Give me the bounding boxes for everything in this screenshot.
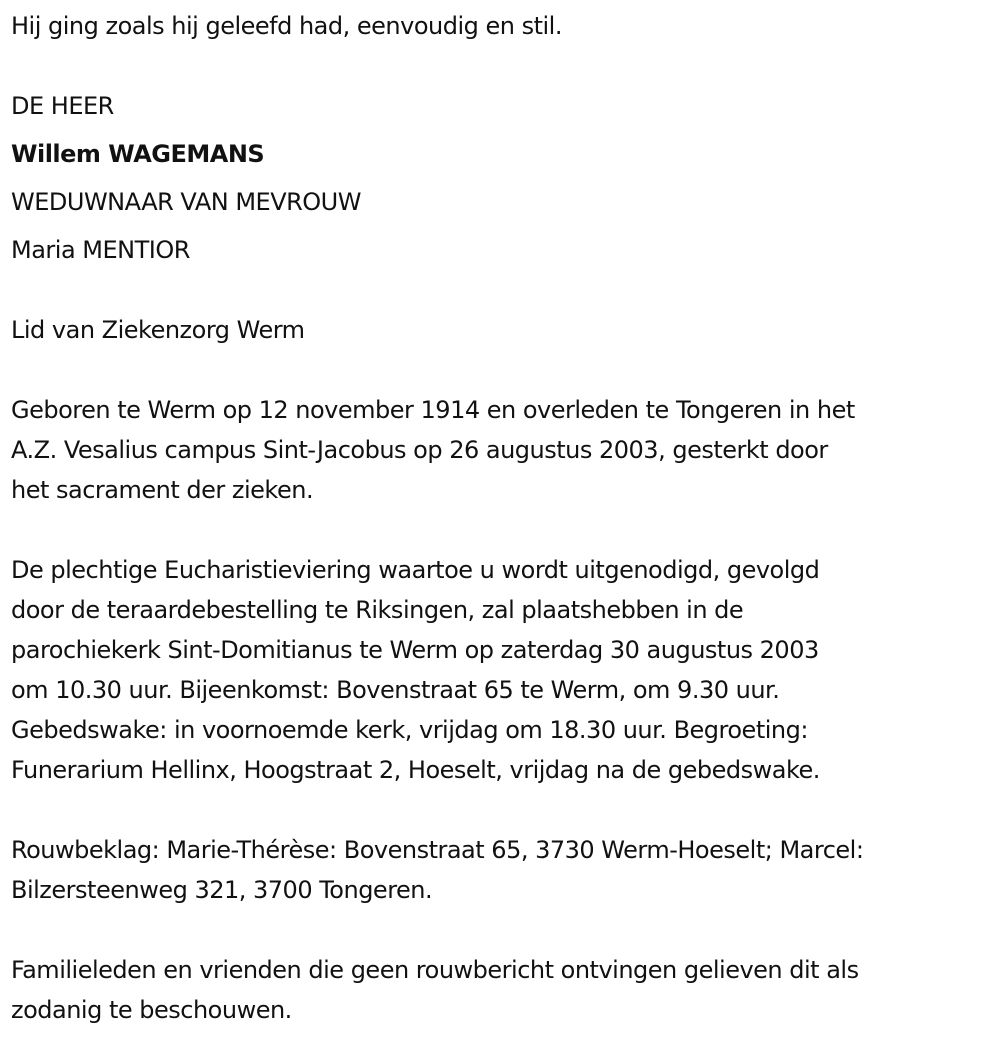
honorific-title: DE HEER — [11, 92, 114, 120]
widower-label: WEDUWNAAR VAN MEVROUW — [11, 188, 361, 216]
paragraph-line: Funerarium Hellinx, Hoogstraat 2, Hoeselt, vrijdag na de gebedswake. — [11, 756, 820, 784]
paragraph-line: Rouwbeklag: Marie-Thérèse: Bovenstraat 65, 3730 Werm-Hoeselt; Marcel: — [11, 836, 864, 864]
condolences-paragraph — [11, 830, 863, 910]
paragraph-line: Geboren te Werm op 12 november 1914 en overleden te Tongeren in het — [11, 396, 855, 424]
paragraph-line: De plechtige Eucharistieviering waartoe u wordt uitgenodigd, gevolgd — [11, 556, 820, 584]
closing-paragraph — [11, 950, 859, 1030]
paragraph-line: om 10.30 uur. Bijeenkomst: Bovenstraat 65 te Werm, om 9.30 uur. — [11, 676, 780, 704]
birth-death-paragraph — [11, 390, 855, 510]
paragraph-line: Gebedswake: in voornoemde kerk, vrijdag om 18.30 uur. Begroeting: — [11, 716, 808, 744]
paragraph-line: het sacrament der zieken. — [11, 476, 314, 504]
tagline: Hij ging zoals hij geleefd had, eenvoudig en stil. — [11, 12, 562, 40]
paragraph-line: zodanig te beschouwen. — [11, 996, 292, 1024]
deceased-name: Willem WAGEMANS — [11, 140, 265, 168]
paragraph-line: Bilzersteenweg 321, 3700 Tongeren. — [11, 876, 433, 904]
paragraph-line: Familieleden en vrienden die geen rouwbericht ontvingen gelieven dit als — [11, 956, 859, 984]
funeral-service-paragraph — [11, 550, 820, 790]
membership: Lid van Ziekenzorg Werm — [11, 316, 305, 344]
spouse-name: Maria MENTIOR — [11, 236, 190, 264]
paragraph-line: A.Z. Vesalius campus Sint-Jacobus op 26 augustus 2003, gesterkt door — [11, 436, 828, 464]
paragraph-line: parochiekerk Sint-Domitianus te Werm op zaterdag 30 augustus 2003 — [11, 636, 819, 664]
paragraph-line: door de teraardebestelling te Riksingen, zal plaatshebben in de — [11, 596, 744, 624]
